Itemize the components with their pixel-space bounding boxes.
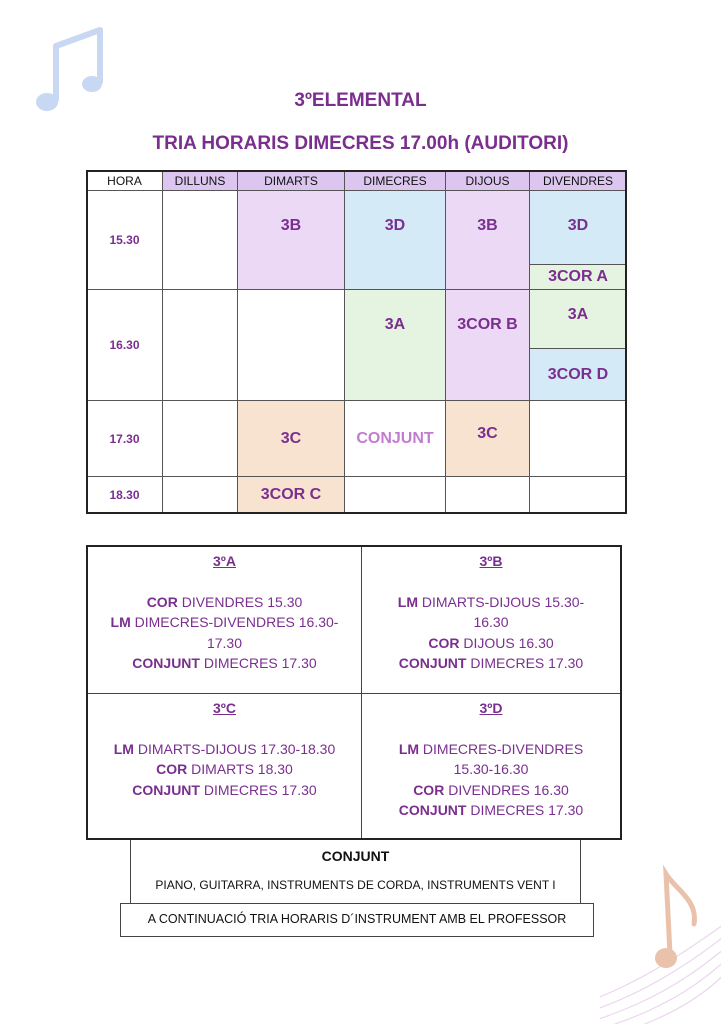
- group-line: DIMECRES 17.30: [199, 781, 317, 798]
- group-line: DIMECRES 17.30: [466, 802, 584, 818]
- group-line-label: COR: [146, 593, 178, 610]
- group-line: DIVENDRES 16.30: [444, 781, 569, 798]
- group-line-label: COR: [413, 781, 445, 798]
- header-dilluns: DILLUNS: [162, 170, 238, 191]
- slot-3cor-a: 3COR A: [529, 264, 627, 290]
- slot-empty: [237, 289, 345, 401]
- slot-3a-divendres: 3A: [529, 289, 627, 349]
- conjunt-box: [130, 840, 581, 904]
- conjunt-title: CONJUNT: [321, 848, 390, 864]
- slot-empty: [445, 476, 530, 514]
- time-1730: 17.30: [86, 400, 163, 477]
- group-c: [88, 694, 361, 838]
- header-hora: HORA: [86, 170, 163, 191]
- slot-empty: [162, 476, 238, 514]
- group-line: DIMECRES-DIVENDRES 16.30-17.30: [130, 614, 339, 651]
- groups-table: [86, 545, 622, 840]
- slot-3cor-c: 3COR C: [237, 476, 345, 514]
- slot-conjunt: CONJUNT: [344, 400, 446, 477]
- group-line: DIMECRES 17.30: [466, 655, 584, 671]
- conjunt-body: PIANO, GUITARRA, INSTRUMENTS DE CORDA, INSTRUMENTS VENT I: [155, 878, 556, 892]
- slot-3a-dimecres: 3A: [344, 289, 446, 401]
- time-1630: 16.30: [86, 289, 163, 401]
- slot-3d-divendres: 3D: [529, 190, 627, 265]
- slot-empty: [162, 400, 238, 477]
- time-1530: 15.30: [86, 190, 163, 290]
- slot-3b-dimarts: 3B: [237, 190, 345, 290]
- group-line-label: LM: [397, 593, 418, 610]
- slot-3cor-b: 3COR B: [445, 289, 530, 401]
- group-line-label: CONJUNT: [398, 655, 467, 671]
- schedule-table: [86, 170, 627, 514]
- slot-3c-dimarts: 3C: [237, 400, 345, 477]
- group-line-label: COR: [428, 634, 460, 651]
- group-line-label: CONJUNT: [132, 781, 200, 798]
- group-line: DIMARTS-DIJOUS 17.30-18.30: [133, 740, 336, 757]
- group-line-label: COR: [156, 761, 188, 777]
- group-line: DIMECRES 17.30: [199, 655, 317, 671]
- group-line: DIJOUS 16.30: [459, 634, 554, 651]
- slot-3b-dijous: 3B: [445, 190, 530, 290]
- group-line-label: CONJUNT: [398, 802, 467, 818]
- group-b: [362, 547, 620, 693]
- slot-3c-dijous: 3C: [445, 400, 530, 477]
- group-title: 3ºC: [212, 700, 236, 716]
- slot-empty: [162, 289, 238, 401]
- slot-empty: [162, 190, 238, 290]
- music-note-icon: [600, 860, 721, 1024]
- group-title: 3ºD: [479, 700, 503, 716]
- group-title: 3ºB: [479, 553, 503, 569]
- group-line-label: LM: [113, 740, 134, 757]
- group-line-label: LM: [110, 614, 131, 630]
- group-a: [88, 547, 361, 693]
- slot-empty: [344, 476, 446, 514]
- group-line: DIMARTS 18.30: [187, 761, 293, 777]
- group-line: DIMECRES-DIVENDRES 15.30-16.30: [419, 740, 584, 777]
- slot-empty: [529, 400, 627, 477]
- header-divendres: DIVENDRES: [529, 170, 627, 191]
- footer-note: A CONTINUACIÓ TRIA HORARIS D´INSTRUMENT AMB EL PROFESSOR: [120, 903, 594, 937]
- group-title: 3ºA: [212, 553, 236, 569]
- header-dimarts: DIMARTS: [237, 170, 345, 191]
- group-line: DIMARTS-DIJOUS 15.30-16.30: [417, 593, 585, 630]
- group-line-label: LM: [398, 740, 420, 757]
- group-line-label: CONJUNT: [132, 655, 200, 671]
- slot-empty: [529, 476, 627, 514]
- page-subtitle: TRIA HORARIS DIMECRES 17.00h (AUDITORI): [152, 133, 569, 154]
- group-d: [362, 694, 620, 838]
- header-dijous: DIJOUS: [445, 170, 530, 191]
- group-line: DIVENDRES 15.30: [177, 593, 303, 610]
- page-title: 3ºELEMENTAL: [294, 90, 427, 111]
- slot-3d-dimecres: 3D: [344, 190, 446, 290]
- header-dimecres: DIMECRES: [344, 170, 446, 191]
- time-1830: 18.30: [86, 476, 163, 514]
- slot-3cor-d: 3COR D: [529, 348, 627, 401]
